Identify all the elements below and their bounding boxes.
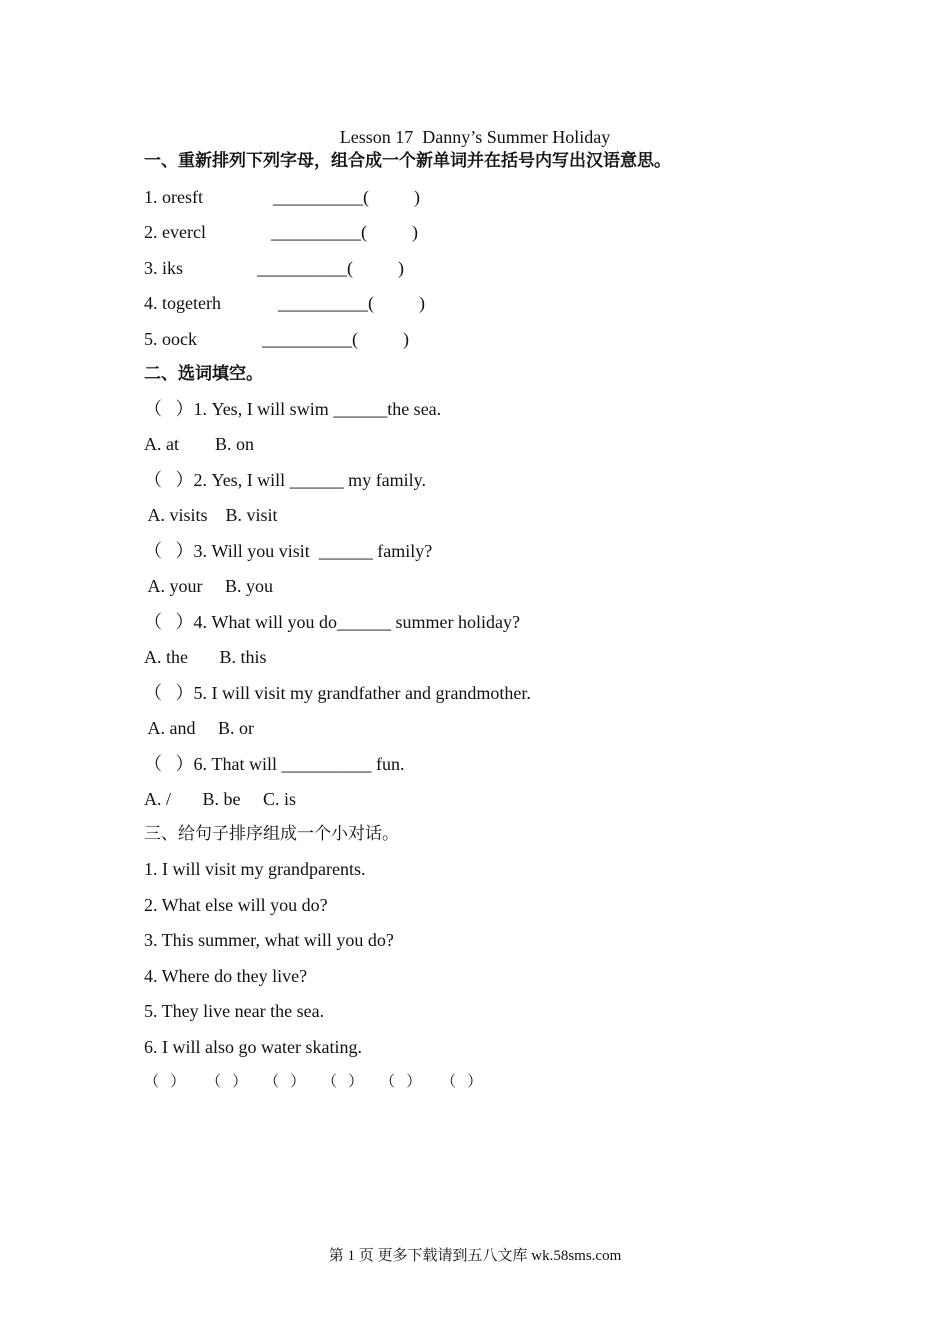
s2-question: （ ）1. Yes, I will swim ______the sea. <box>144 399 442 419</box>
section1-heading: 一、重新排列下列字母，组合成一个新单词并在括号内写出汉语意思。 <box>144 151 671 171</box>
s2-options: A. at B. on <box>144 434 254 454</box>
section2-heading: 二、选词填空。 <box>144 364 263 384</box>
s1-answer-blank: __________( ) <box>262 329 409 349</box>
page-footer: 第 1 页 更多下载请到五八文库 wk.58sms.com <box>328 1248 622 1264</box>
s2-options: A. the B. this <box>144 647 267 667</box>
s1-answer-blank: __________( ) <box>278 293 425 313</box>
s3-answer-bracket: （ ） <box>264 1074 306 1090</box>
s1-word: 1. oresft <box>144 187 203 207</box>
s1-word: 3. iks <box>144 258 184 278</box>
s1-answer-blank: __________( ) <box>273 187 420 207</box>
s2-options: A. visits B. visit <box>144 505 278 525</box>
s2-options: A. / B. be C. is <box>144 789 297 809</box>
s3-sentence: 3. This summer, what will you do? <box>144 930 394 950</box>
s3-answer-bracket: （ ） <box>322 1074 364 1090</box>
s2-options: A. and B. or <box>144 718 254 738</box>
s2-question: （ ）6. That will __________ fun. <box>144 754 405 774</box>
s3-answer-bracket: （ ） <box>206 1074 248 1090</box>
s2-options: A. your B. you <box>144 576 274 596</box>
s3-sentence: 4. Where do they live? <box>144 966 308 986</box>
s1-word: 2. evercl <box>144 222 206 242</box>
s3-answer-bracket: （ ） <box>441 1074 483 1090</box>
s2-question: （ ）2. Yes, I will ______ my family. <box>144 470 427 490</box>
s3-answer-bracket: （ ） <box>380 1074 422 1090</box>
s3-sentence: 2. What else will you do? <box>144 895 328 915</box>
s2-question: （ ）3. Will you visit ______ family? <box>144 541 433 561</box>
s3-answer-bracket: （ ） <box>144 1074 186 1090</box>
page-title: Lesson 17 Danny’s Summer Holiday <box>339 127 611 147</box>
s2-question: （ ）5. I will visit my grandfather and grandmother. <box>144 683 531 703</box>
s3-sentence: 5. They live near the sea. <box>144 1001 325 1021</box>
s3-sentence: 6. I will also go water skating. <box>144 1037 362 1057</box>
section3-heading: 三、给句子排序组成一个小对话。 <box>144 824 399 844</box>
s1-word: 5. oock <box>144 329 197 349</box>
s2-question: （ ）4. What will you do______ summer holiday? <box>144 612 520 632</box>
s1-answer-blank: __________( ) <box>271 222 418 242</box>
s1-word: 4. togeterh <box>144 293 221 313</box>
s1-answer-blank: __________( ) <box>257 258 404 278</box>
s3-sentence: 1. I will visit my grandparents. <box>144 859 366 879</box>
